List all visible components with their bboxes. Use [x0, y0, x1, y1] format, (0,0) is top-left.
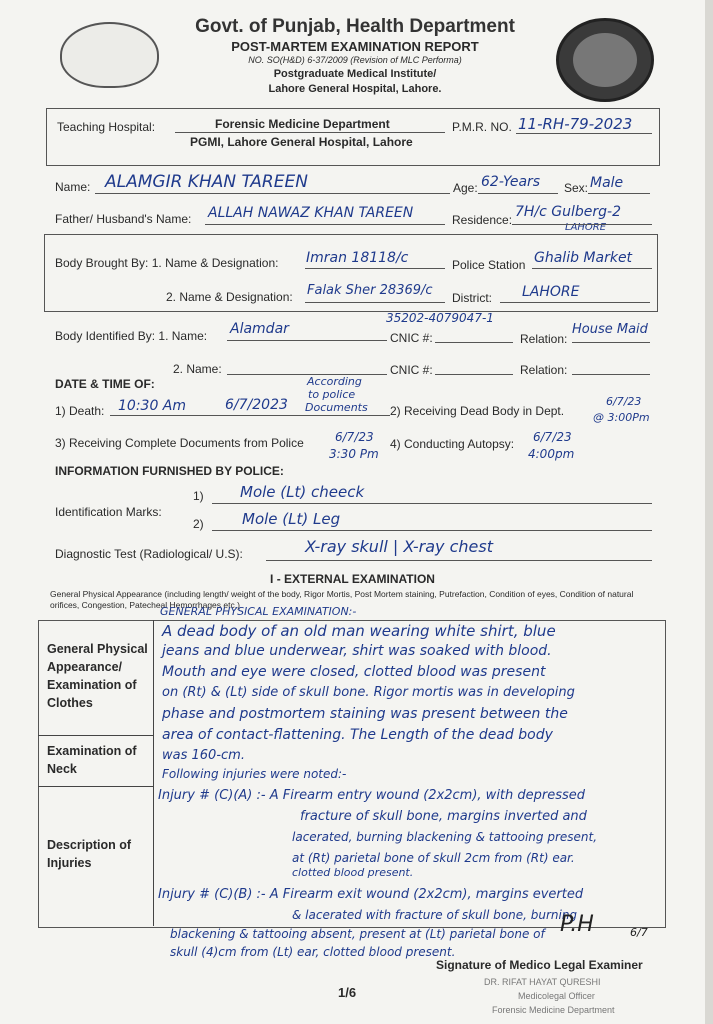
- mark2-number: 2): [193, 517, 204, 531]
- external-heading: I - EXTERNAL EXAMINATION: [270, 572, 435, 586]
- police-info-heading: INFORMATION FURNISHED BY POLICE:: [55, 464, 284, 478]
- residence-city: LAHORE: [565, 222, 607, 233]
- name-line: [95, 193, 450, 194]
- institute-seal-logo: [556, 18, 654, 102]
- teaching-label: Teaching Hospital:: [57, 120, 156, 134]
- finding-line: fracture of skull bone, margins inverted and: [300, 809, 587, 824]
- receiving-body-time: @ 3:00Pm: [593, 411, 650, 424]
- death-label: 1) Death:: [55, 404, 105, 418]
- diagnostic-value: X-ray skull | X-ray chest: [305, 537, 493, 556]
- finding-line: Injury # (C)(B) :- A Firearm exit wound (2x2cm), margins everted: [158, 887, 584, 902]
- documents-time: 3:30 Pm: [329, 447, 379, 461]
- external-hw-heading: GENERAL PHYSICAL EXAMINATION:-: [160, 605, 357, 618]
- signature-date: 6/7: [630, 926, 648, 939]
- brought-name-2: Falak Sher 28369/c: [307, 283, 433, 298]
- death-note-3: Documents: [305, 401, 368, 414]
- residence-line: [512, 224, 652, 225]
- autopsy-time: 4:00pm: [528, 447, 575, 461]
- finding-line: Injury # (C)(A) :- A Firearm entry wound (2x2cm), with depressed: [158, 788, 586, 803]
- death-line: [110, 415, 390, 416]
- cnic-label-2: CNIC #:: [390, 363, 433, 377]
- police-station-value: Ghalib Market: [534, 250, 633, 266]
- finding-line: clotted blood present.: [292, 866, 414, 879]
- police-station-label: Police Station: [452, 258, 526, 272]
- finding-line: skull (4)cm from (Lt) ear, clotted blood present.: [170, 945, 456, 959]
- finding-line: blackening & tattooing absent, present at (Lt) parietal bone of: [170, 927, 545, 941]
- name-label: Name:: [55, 180, 91, 194]
- diagnostic-label: Diagnostic Test (Radiological/ U.S):: [55, 547, 243, 561]
- stamp-line-3: Forensic Medicine Department: [492, 1005, 615, 1015]
- row-injuries-label: Description of Injuries: [47, 838, 132, 870]
- finding-line: jeans and blue underwear, shirt was soaked with blood.: [162, 643, 552, 659]
- age-label: Age:: [453, 181, 478, 195]
- header-title: Govt. of Punjab, Health Department: [195, 16, 515, 37]
- relation-label-2: Relation:: [520, 363, 568, 377]
- age-line: [478, 193, 558, 194]
- exam-row-sep-2: [38, 786, 154, 787]
- name-value: ALAMGIR KHAN TAREEN: [105, 172, 308, 192]
- residence-value: 7H/c Gulberg-2: [515, 204, 622, 220]
- cnic-value-1: 35202-4079047-1: [386, 311, 494, 325]
- death-date: 6/7/2023: [225, 397, 288, 413]
- death-note-1: According: [307, 375, 362, 388]
- finding-line: A dead body of an old man wearing white shirt, blue: [162, 622, 556, 640]
- documents-label: 3) Receiving Complete Documents from Police: [55, 436, 304, 450]
- autopsy-label: 4) Conducting Autopsy:: [390, 437, 515, 451]
- district-value: LAHORE: [522, 284, 580, 300]
- mark1-number: 1): [193, 489, 204, 503]
- pmr-line: [516, 133, 652, 134]
- identified-label-1: Body Identified By: 1. Name:: [55, 329, 208, 343]
- finding-line: lacerated, burning blackening & tattooing present,: [292, 830, 598, 844]
- external-note: General Physical Appearance (including length/ weight of the body, Rigor Mortis, Post Mortem staining, Putrefaction, Condition of eyes, Condition of natural orifices, Congestion, Patecheal Hemorrhages etc.): [50, 589, 634, 610]
- stamp-line-2: Medicolegal Officer: [518, 991, 595, 1001]
- header-institute-2: Lahore General Hospital, Lahore.: [268, 83, 442, 95]
- finding-line: Following injuries were noted:-: [162, 767, 347, 781]
- brought-line-2: [305, 302, 445, 303]
- relation-line-1: [572, 342, 650, 343]
- page-number: 1/6: [338, 985, 357, 1000]
- father-label: Father/ Husband's Name:: [55, 212, 192, 226]
- brought-box: [44, 234, 658, 312]
- finding-line: on (Rt) & (Lt) side of skull bone. Rigor mortis was in developing: [162, 685, 575, 700]
- brought-label-1: Body Brought By: 1. Name & Designation:: [55, 256, 279, 270]
- relation-line-2: [572, 374, 650, 375]
- brought-name-1: Imran 18118/c: [306, 250, 409, 266]
- police-station-line: [532, 268, 652, 269]
- pmr-label: P.M.R. NO.: [452, 120, 512, 134]
- identified-line-1: [227, 340, 387, 341]
- mark2-line: [212, 530, 652, 531]
- stamp-line-1: DR. RIFAT HAYAT QURESHI: [484, 977, 601, 987]
- exam-row-sep-1: [38, 735, 154, 736]
- finding-line: & lacerated with fracture of skull bone, burning: [292, 908, 578, 922]
- death-note-2: to police: [308, 388, 356, 401]
- exam-table-divider: [153, 620, 154, 926]
- identified-label-2: 2. Name:: [173, 362, 222, 376]
- finding-line: at (Rt) parietal bone of skull 2cm from (Rt) ear.: [292, 851, 575, 865]
- sex-value: Male: [590, 175, 624, 191]
- brought-label-2: 2. Name & Designation:: [166, 290, 293, 304]
- documents-date: 6/7/23: [335, 430, 374, 444]
- signature-label: Signature of Medico Legal Examiner: [436, 958, 643, 972]
- row-general-label: General Physical Appearance/ Examination of Clothes: [47, 642, 148, 710]
- relation-value-1: House Maid: [572, 322, 648, 337]
- datetime-heading: DATE & TIME OF:: [55, 377, 155, 391]
- death-time: 10:30 Am: [118, 398, 187, 414]
- mark1-value: Mole (Lt) cheeck: [240, 483, 365, 501]
- cnic-line-2: [435, 374, 513, 375]
- district-label: District:: [452, 291, 492, 305]
- sex-line: [588, 193, 650, 194]
- teaching-dept: Forensic Medicine Department: [215, 117, 390, 131]
- district-line: [500, 302, 650, 303]
- finding-line: area of contact-flattening. The Length of the dead body: [162, 727, 553, 743]
- header-institute-1: Postgraduate Medical Institute/: [273, 68, 437, 80]
- sex-label: Sex:: [564, 181, 589, 195]
- identified-name-1: Alamdar: [230, 321, 289, 337]
- punjab-government-logo: [60, 22, 159, 88]
- receiving-body-date: 6/7/23: [606, 395, 642, 408]
- age-value: 62-Years: [481, 174, 541, 190]
- finding-line: was 160-cm.: [162, 748, 245, 763]
- finding-line: phase and postmortem staining was present between the: [162, 706, 568, 722]
- identification-marks-label: Identification Marks:: [55, 505, 162, 519]
- pmr-value: 11-RH-79-2023: [518, 115, 633, 133]
- father-value: ALLAH NAWAZ KHAN TAREEN: [208, 205, 414, 221]
- residence-label: Residence:: [452, 213, 513, 227]
- relation-label-1: Relation:: [520, 332, 568, 346]
- examiner-signature-initials: P.H: [560, 912, 594, 937]
- teaching-line: [175, 132, 445, 133]
- receiving-body-label: 2) Receiving Dead Body in Dept.: [390, 404, 565, 418]
- mark1-line: [212, 503, 652, 504]
- header-subtitle: POST-MARTEM EXAMINATION REPORT: [231, 39, 479, 54]
- finding-line: Mouth and eye were closed, clotted blood was present: [162, 664, 546, 680]
- diagnostic-line: [266, 560, 652, 561]
- autopsy-date: 6/7/23: [533, 430, 572, 444]
- cnic-line-1: [435, 342, 513, 343]
- cnic-label-1: CNIC #:: [390, 331, 433, 345]
- father-line: [205, 224, 445, 225]
- header-notification: NO. SO(H&D) 6-37/2009 (Revision of MLC Performa): [248, 55, 462, 65]
- brought-line-1: [305, 268, 445, 269]
- row-neck-label: Examination of Neck: [47, 744, 137, 776]
- teaching-inst: PGMI, Lahore General Hospital, Lahore: [190, 135, 413, 149]
- mark2-value: Mole (Lt) Leg: [242, 510, 341, 528]
